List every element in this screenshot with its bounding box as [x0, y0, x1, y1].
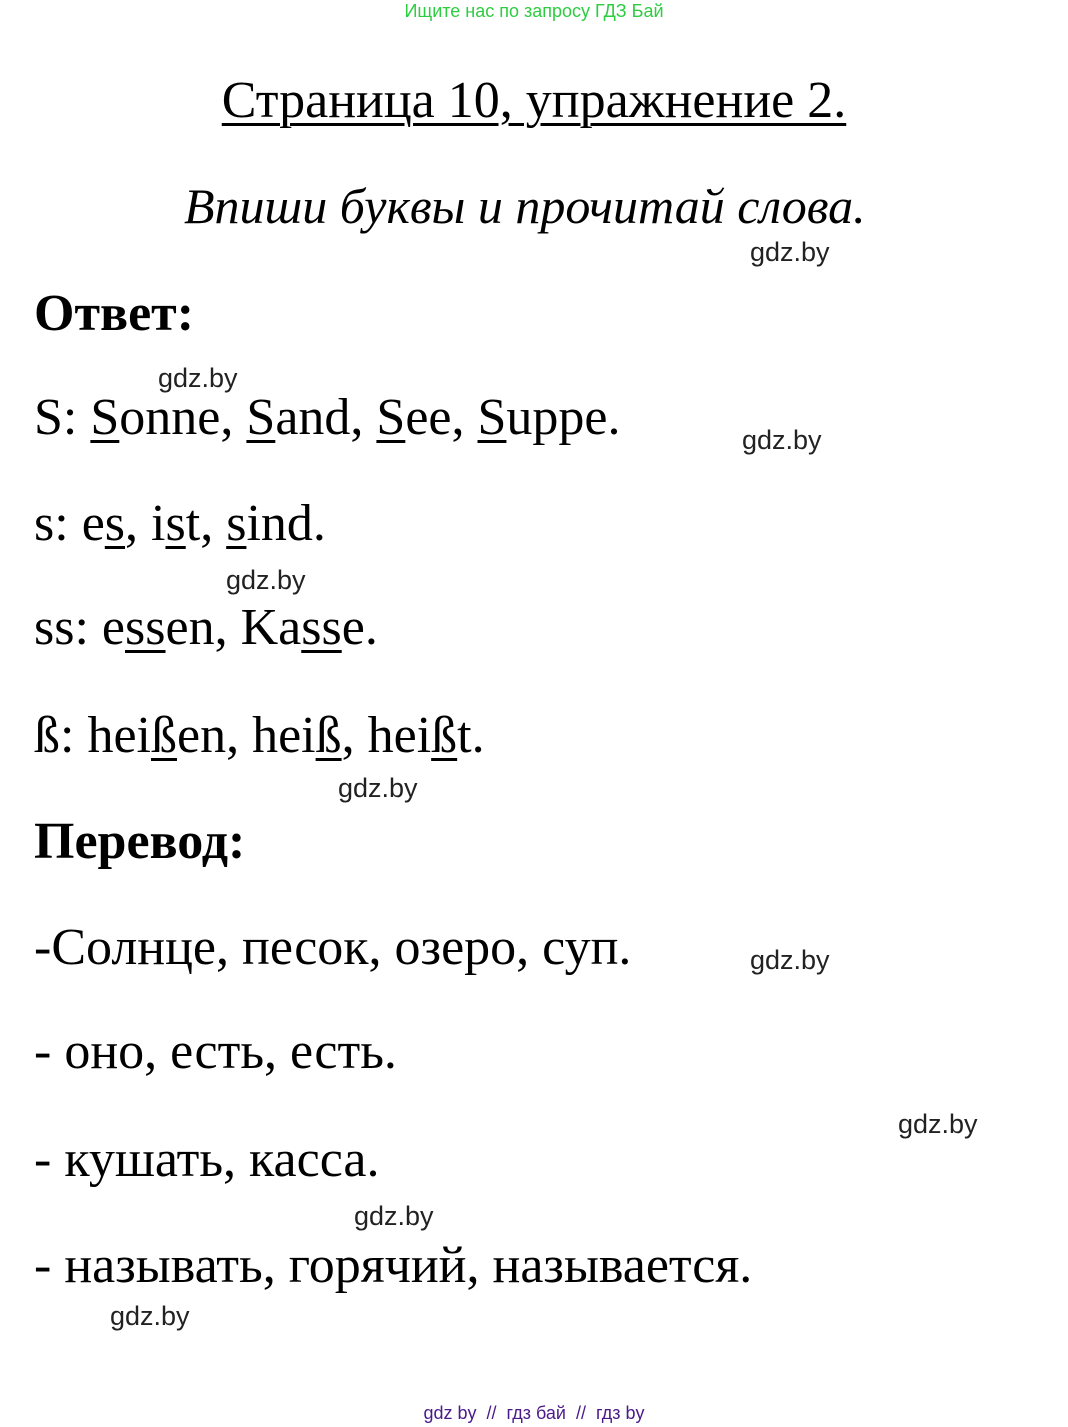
translation-heading: Перевод: [34, 813, 246, 870]
page-title [0, 70, 1068, 132]
underlined-letter: s [104, 495, 126, 552]
watermark: gdz.by [750, 945, 830, 975]
answer-line-s: s: es, ist, sind. [34, 495, 326, 552]
watermark: gdz.by [226, 565, 306, 595]
word: Sonne [90, 389, 221, 446]
watermark: gdz.by [354, 1201, 434, 1231]
watermark: gdz.by [110, 1301, 190, 1331]
underlined-letter: s [165, 495, 186, 552]
page-title-text: Страница 10, упражнение 2. [221, 72, 847, 129]
underlined-letters: ss [125, 599, 166, 656]
word: Kasse [240, 599, 365, 656]
underlined-letter: s [226, 495, 247, 552]
underlined-letter: S [477, 389, 507, 446]
answer-line-eszett: ß: heißen, heiß, heißt. [34, 707, 485, 764]
translation-line: -Солнце, песок, озеро, суп. [34, 919, 632, 976]
footer-separator: // [486, 1403, 497, 1423]
underlined-letter: S [376, 389, 406, 446]
translation-line: - называть, горячий, называется. [34, 1237, 753, 1294]
underlined-letter: ß [150, 707, 177, 764]
exercise-instruction: Впиши буквы и прочитай слова. [184, 178, 866, 234]
watermark: gdz.by [338, 773, 418, 803]
footer-links [0, 1402, 1068, 1424]
word: ist [151, 495, 201, 552]
word: heißt [367, 707, 472, 764]
word: es [81, 495, 126, 552]
answer-line-ss: ss: essen, Kasse. [34, 599, 378, 656]
answer-heading: Ответ: [34, 285, 195, 342]
word: heiß [252, 707, 342, 764]
watermark: gdz.by [742, 425, 822, 455]
footer-separator: // [576, 1403, 587, 1423]
word: essen [101, 599, 215, 656]
translation-line: - оно, есть, есть. [34, 1023, 397, 1080]
word: Sand [246, 389, 351, 446]
watermark: gdz.by [750, 237, 830, 267]
watermark: gdz.by [898, 1109, 978, 1139]
line-label: s: [34, 495, 82, 552]
line-label: ss: [34, 599, 102, 656]
watermark: gdz.by [158, 363, 238, 393]
translation-line: - кушать, касса. [34, 1131, 380, 1188]
underlined-letter: ß [315, 707, 342, 764]
underlined-letter: S [246, 389, 276, 446]
word: sind [226, 495, 313, 552]
line-label: ß: [34, 707, 88, 764]
word: heißen [87, 707, 227, 764]
underlined-letters: ss [301, 599, 342, 656]
underlined-letter: S [90, 389, 120, 446]
line-label: S: [34, 389, 91, 446]
word: Suppe [477, 389, 608, 446]
footer-link[interactable]: гдз by [596, 1403, 645, 1423]
top-banner-link[interactable]: Ищите нас по запросу ГДЗ Бай [404, 1, 664, 21]
word: See [376, 389, 452, 446]
footer-link[interactable]: гдз бай [506, 1403, 566, 1423]
underlined-letter: ß [431, 707, 458, 764]
footer-link[interactable]: gdz by [423, 1403, 477, 1423]
answer-line-S: S: Sonne, Sand, See, Suppe. [34, 389, 621, 446]
